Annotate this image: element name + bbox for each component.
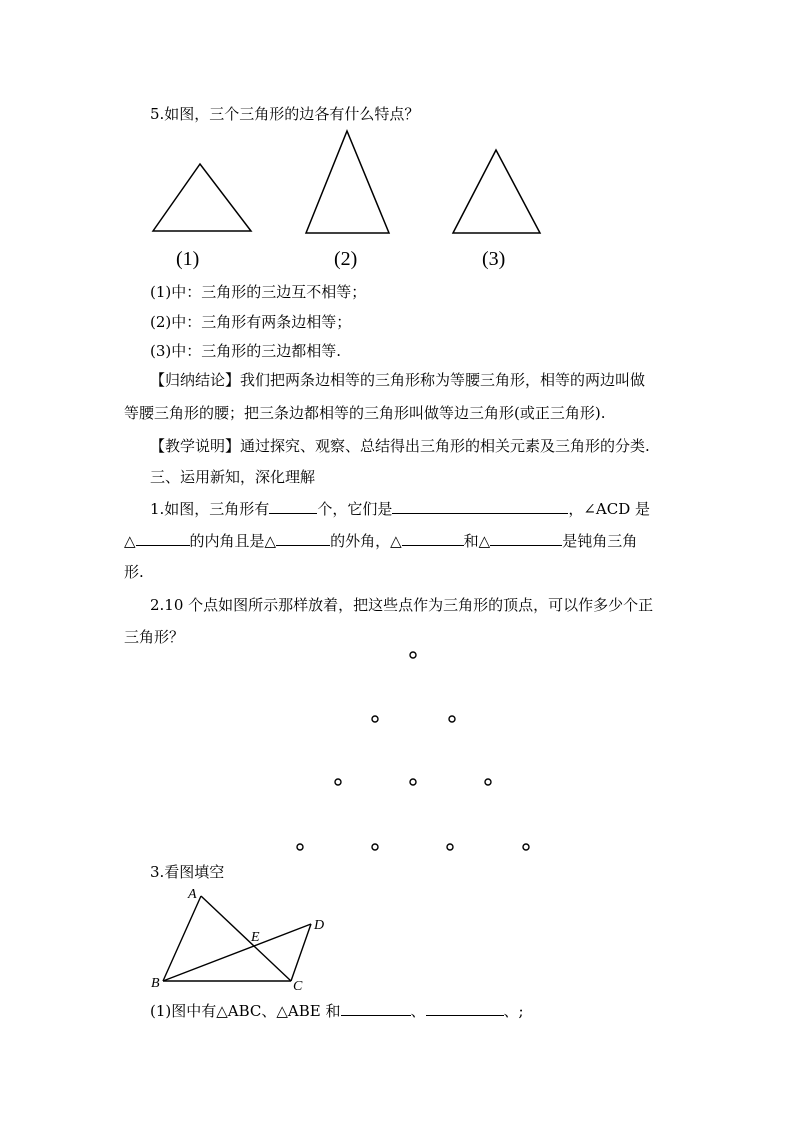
dot — [372, 844, 378, 850]
exercise-2-line-2: 三角形？ — [124, 628, 185, 646]
triangle-scalene — [153, 164, 251, 231]
exercise-2-line-1: 2.10 个点如图所示那样放着，把这些点作为三角形的顶点，可以作多少个正 — [150, 596, 654, 614]
triangle-label-1: (1) — [176, 248, 200, 270]
answer-1: (1)中：三角形的三边互不相等； — [150, 283, 367, 301]
dot — [335, 779, 341, 785]
triangle-label-2: (2) — [334, 248, 358, 270]
triangle-equilateral — [453, 150, 540, 233]
dot — [449, 716, 455, 722]
triangle-isosceles — [306, 131, 389, 233]
blank[interactable] — [276, 530, 330, 546]
exercise-3-question-1: (1)图中有△ABC、△ABE 和 、 、; — [150, 1002, 524, 1020]
conclusion-line-1: 【归纳结论】我们把两条边相等的三角形称为等腰三角形，相等的两边叫做 — [150, 371, 646, 389]
geometry-figure — [163, 896, 311, 981]
exercise-1-line-1: 1.如图，三角形有 个，它们是 ，∠ACD 是 — [150, 500, 651, 518]
dot — [372, 716, 378, 722]
blank[interactable] — [490, 530, 562, 546]
answer-3: (3)中：三角形的三边都相等. — [150, 342, 342, 360]
teaching-note: 【教学说明】通过探究、观察、总结得出三角形的相关元素及三角形的分类. — [150, 437, 650, 455]
blank[interactable] — [402, 530, 464, 546]
point-label-b: B — [151, 976, 160, 991]
exercise-1-line-2: △ 的内角且是△ 的外角，△ 和△ 是钝角三角 — [124, 532, 638, 550]
blank[interactable] — [426, 1000, 504, 1016]
triangle-label-3: (3) — [482, 248, 506, 270]
exercise-3-title: 3.看图填空 — [150, 863, 225, 881]
dot — [447, 844, 453, 850]
dot — [410, 779, 416, 785]
question-5-title: 5.如图，三个三角形的边各有什么特点？ — [150, 105, 420, 123]
point-label-a: A — [188, 887, 197, 902]
point-label-e: E — [251, 930, 260, 945]
dot — [410, 652, 416, 658]
point-label-d: D — [314, 918, 325, 933]
blank[interactable] — [392, 498, 568, 514]
conclusion-line-2: 等腰三角形的腰；把三条边都相等的三角形叫做等边三角形(或正三角形). — [124, 404, 606, 422]
blank[interactable] — [341, 1000, 411, 1016]
section-heading: 三、运用新知，深化理解 — [150, 468, 316, 486]
point-label-c: C — [293, 979, 303, 994]
exercise-1-line-3: 形. — [124, 563, 144, 581]
blank[interactable] — [136, 530, 190, 546]
answer-2: (2)中：三角形有两条边相等； — [150, 313, 352, 331]
dot — [297, 844, 303, 850]
blank[interactable] — [269, 498, 317, 514]
dot — [485, 779, 491, 785]
dot — [523, 844, 529, 850]
